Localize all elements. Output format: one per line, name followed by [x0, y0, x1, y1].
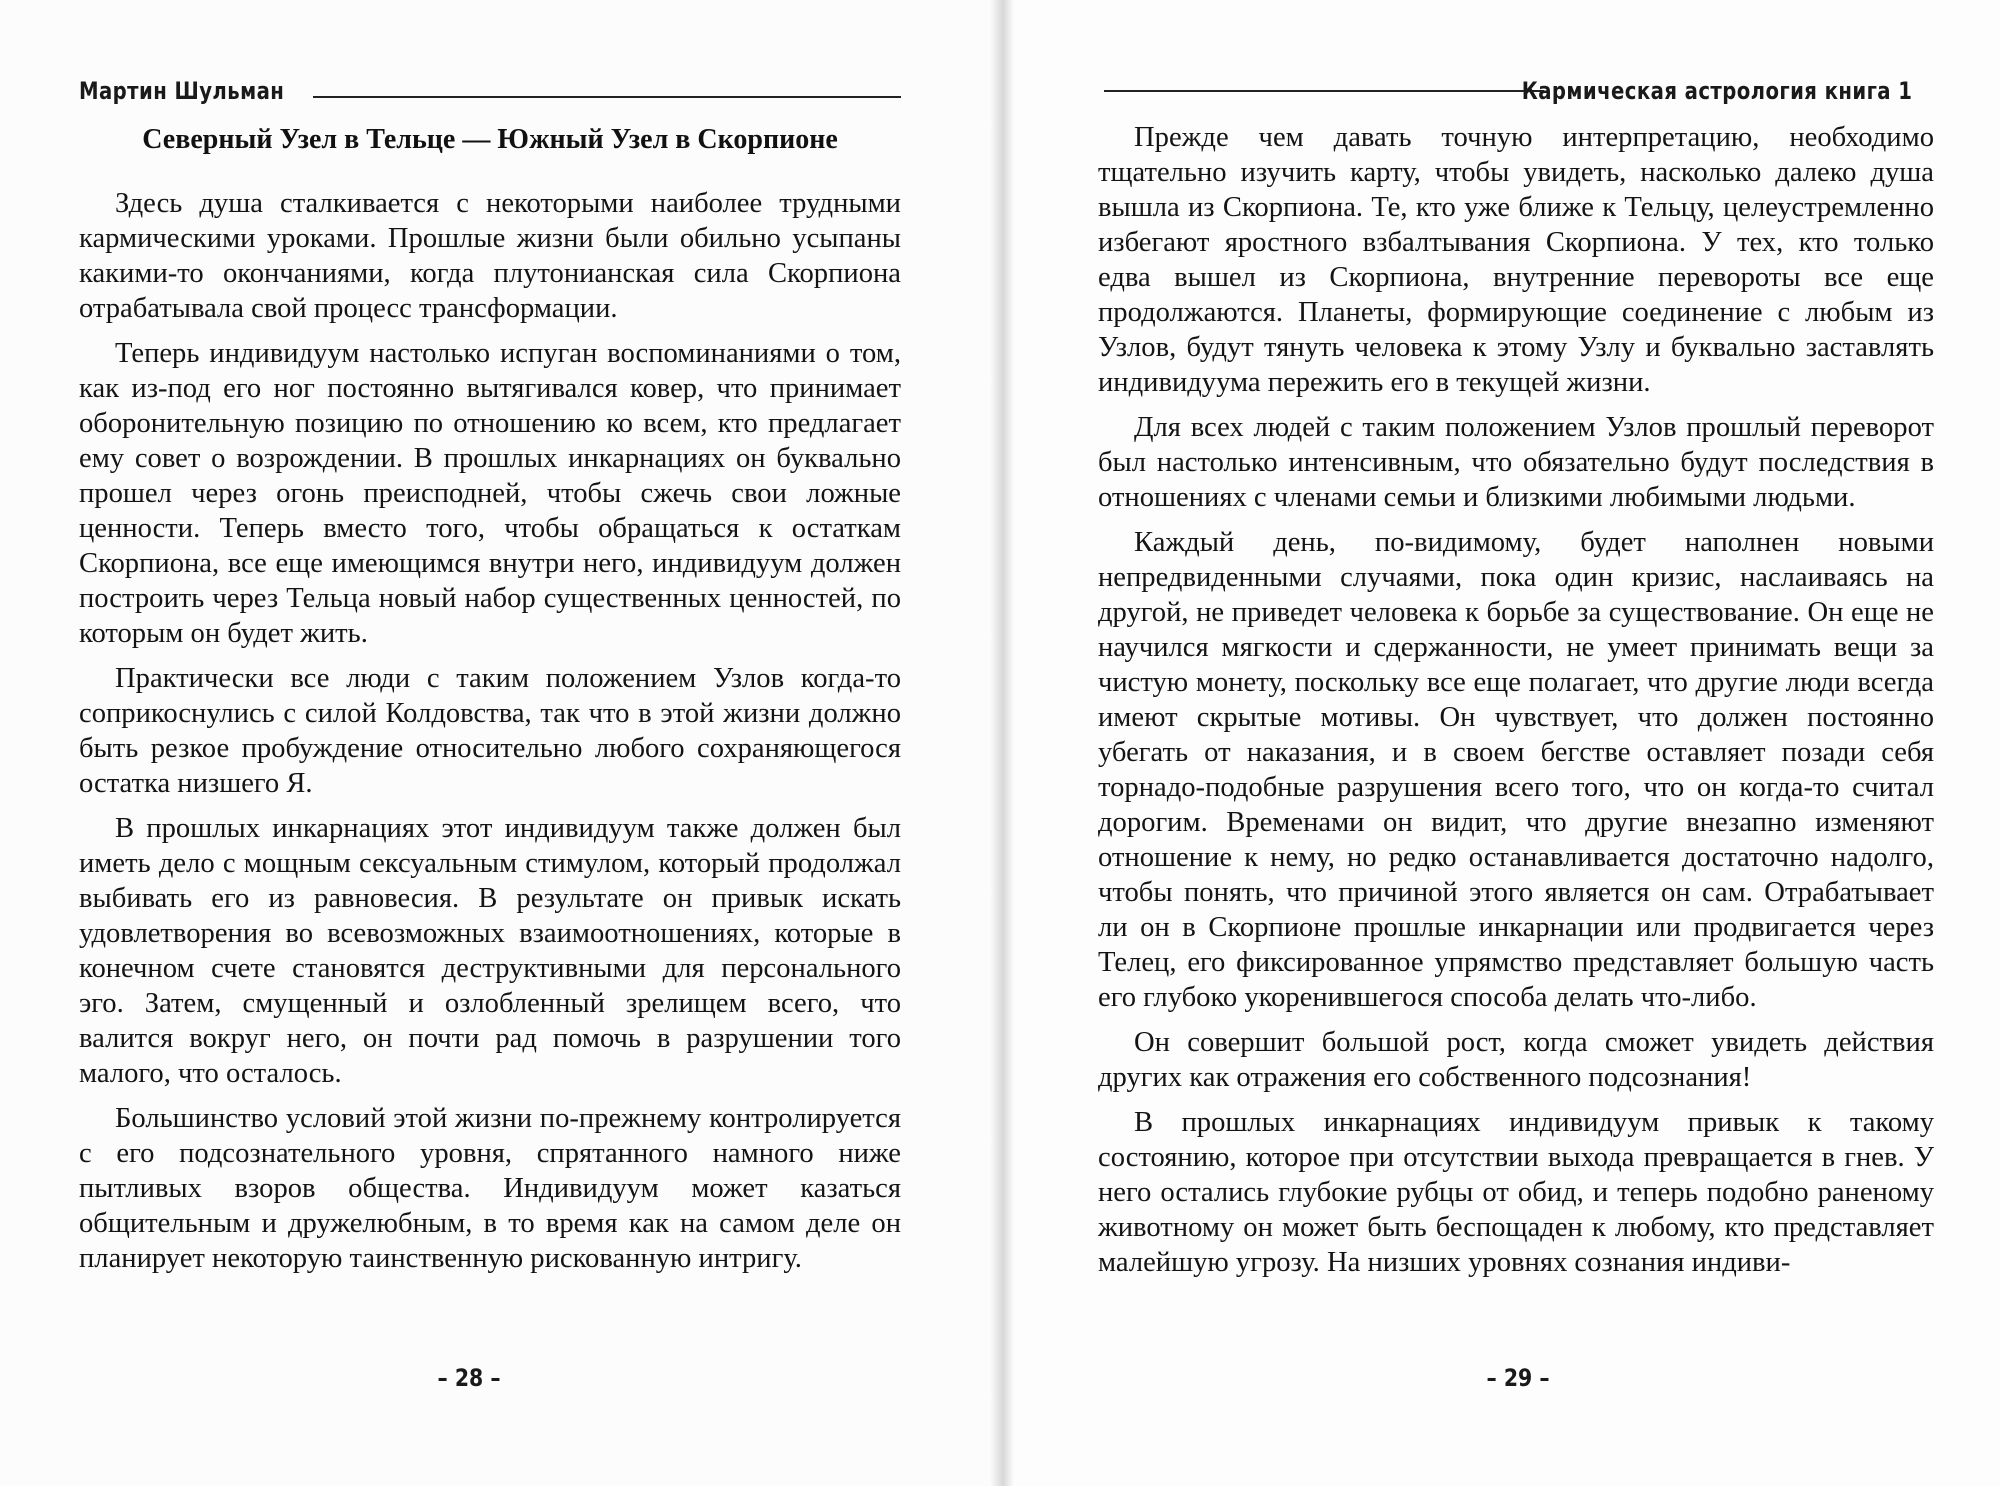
paragraph: Для всех людей с таким положением Узлов прошлый переворот был настолько интенсивным, что обязательно будут последствия в отношениях с членами семьи и близкими любимыми людьми.	[1098, 412, 1934, 513]
page-number: – 28 –	[437, 1364, 501, 1392]
body-text	[79, 186, 901, 1286]
chapter-title: Северный Узел в Тельце — Южный Узел в Скорпионе	[142, 124, 838, 155]
page-number: – 29 –	[1486, 1364, 1550, 1392]
paragraph: Здесь душа сталкивается с некоторыми наиболее трудными кармическими уроками. Прошлые жизни были обильно усыпаны какими-то окончаниями, когда плутонианская сила Скорпиона отрабатывала свой процесс трансформации.	[79, 188, 901, 324]
right-page	[1006, 0, 2000, 1486]
paragraph: Практически все люди с таким положением Узлов когда-то соприкоснулись с силой Колдовства, так что в этой жизни должно быть резкое пробуждение относительно любого сохраняющегося остатка низшего Я.	[79, 663, 901, 799]
paragraph: В прошлых инкарнациях индивидуум привык к такому состоянию, которое при отсутствии выхода превращается в гнев. У него остались глубокие рубцы от обид, и теперь подобно раненому животному он может быть беспощаден к любому, кто представляет малейшую угрозу. На низших уровнях сознания индиви-	[1098, 1107, 1934, 1278]
paragraph: В прошлых инкарнациях этот индивидуум также должен был иметь дело с мощным сексуальным стимулом, который продолжал выбивать его из равновесия. В результате он привык искать удовлетворения во всевозможных взаимоотношениях, которые в конечном счете становятся деструктивными для персонального эго. Затем, смущенный и озлобленный зрелищем всего, что валится вокруг него, он почти рад помочь в разрушении того малого, что осталось.	[79, 813, 901, 1089]
paragraph: Большинство условий этой жизни по-прежнему контролируется с его подсознательного уровня, спрятанного намного ниже пытливых взоров общества. Индивидуум может казаться общительным и дружелюбным, в то время как на самом деле он планирует некоторую таинственную рискованную интригу.	[79, 1103, 901, 1274]
header-rule	[1104, 90, 1544, 92]
paragraph: Он совершит большой рост, когда сможет увидеть действия других как отражения его собственного подсознания!	[1098, 1027, 1934, 1093]
paragraph: Прежде чем давать точную интерпретацию, необходимо тщательно изучить карту, чтобы увидеть, насколько далеко душа вышла из Скорпиона. Те, кто уже ближе к Тельцу, целеустремленно избегают яростного взбалтывания Скорпиона. У тех, кто только едва вышел из Скорпиона, внутренние перевороты все еще продолжаются. Планеты, формирующие соединение с любым из Узлов, будут тянуть человека к этому Узлу и буквально заставлять индивидуума пережить его в текущей жизни.	[1098, 122, 1934, 398]
header-rule	[313, 96, 901, 98]
paragraph: Каждый день, по-видимому, будет наполнен новыми непредвиденными случаями, пока один кризис, наслаиваясь на другой, не приведет человека к борьбе за существование. Он еще не научился мягкости и сдержанности, не умеет принимать вещи за чистую монету, поскольку все еще полагает, что другие люди всегда имеют скрытые мотивы. Он чувствует, что должен постоянно убегать от наказания, и в своем бегстве оставляет позади себя торнадо-подобные разрушения всего того, что он когда-то считал дорогим. Временами он видит, что другие внезапно изменяют отношение к нему, но редко останавливается достаточно надолго, чтобы понять, что причиной этого является он сам. Отрабатывает ли он в Скорпионе прошлые инкарнации или продвигается через Телец, его фиксированное упрямство представляет большую часть его глубоко укоренившегося способа делать что-либо.	[1098, 527, 1934, 1013]
body-text	[1098, 120, 1934, 1290]
running-head-author: Мартин Шульман	[79, 77, 285, 105]
running-head-book-title: Кармическая астрология книга 1	[1521, 77, 1912, 105]
paragraph: Теперь индивидуум настолько испуган воспоминаниями о том, как из-под его ног постоянно вытягивался ковер, что принимает оборонительную позицию по отношению ко всем, кто предлагает ему совет о возрождении. В прошлых инкарнациях он буквально прошел через огонь преисподней, чтобы сжечь свои ложные ценности. Теперь вместо того, чтобы обращаться к остаткам Скорпиона, все еще имеющимся внутри него, индивидуум должен построить через Тельца новый набор существенных ценностей, по которым он будет жить.	[79, 338, 901, 649]
book-gutter	[990, 0, 1014, 1486]
